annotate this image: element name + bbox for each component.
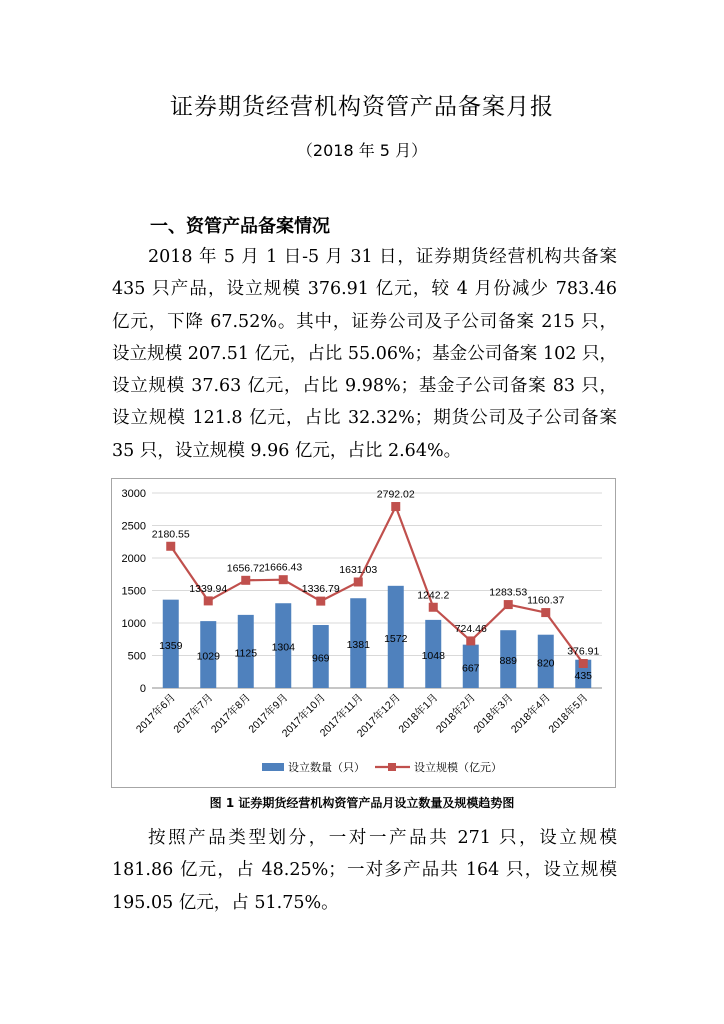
- paragraph-line: 按照产品类型划分，一对一产品共 271 只，设立规模: [148, 828, 617, 848]
- line-marker: [166, 542, 175, 551]
- line-value-label: 1656.72: [226, 562, 265, 575]
- bar-value-label: 889: [499, 655, 518, 668]
- bar-value-label: 1304: [271, 641, 295, 654]
- line-marker: [316, 597, 325, 606]
- line-value-label: 724.46: [454, 622, 487, 635]
- legend-label: 设立数量（只）: [288, 762, 365, 774]
- type-paragraph: [112, 822, 617, 919]
- bar-value-label: 1381: [346, 639, 370, 652]
- line-marker: [241, 576, 250, 585]
- line-value-label: 1339.94: [189, 582, 228, 595]
- line-marker: [466, 636, 475, 645]
- x-tick-label: 2018年5月: [546, 691, 591, 736]
- bar-value-label: 1048: [421, 649, 445, 662]
- paragraph-line: 35 只，设立规模 9.96 亿元，占比 2.64%。: [112, 440, 462, 461]
- line-marker: [541, 608, 550, 617]
- section-heading: 一、资管产品备案情况: [150, 216, 330, 237]
- y-tick-label: 3000: [121, 488, 146, 500]
- paragraph-line: 435 只产品，设立规模 376.91 亿元，较 4 月份减少 783.46: [112, 279, 617, 300]
- chart-canvas: [112, 479, 615, 787]
- line-marker: [504, 600, 513, 609]
- x-tick-label: 2018年2月: [433, 691, 478, 736]
- line-value-label: 2792.02: [376, 488, 415, 501]
- paragraph-line: 亿元，下降 67.52%。其中，证券公司及子公司备案 215 只，: [112, 311, 617, 332]
- y-tick-label: 500: [127, 650, 146, 663]
- y-tick-label: 2500: [121, 520, 146, 533]
- y-tick-label: 1000: [121, 618, 146, 630]
- bar-value-label: 820: [536, 657, 555, 670]
- page-title: 证券期货经营机构资管产品备案月报: [170, 94, 554, 120]
- line-marker: [204, 596, 213, 605]
- line-value-label: 376.91: [567, 645, 600, 658]
- summary-paragraph: [112, 241, 617, 467]
- line-value-label: 1160.37: [527, 594, 565, 607]
- bar-value-label: 969: [311, 652, 330, 665]
- line-marker: [279, 575, 288, 584]
- y-tick-label: 1500: [121, 585, 146, 598]
- x-tick-label: 2018年1月: [396, 691, 441, 736]
- y-tick-label: 2000: [121, 553, 146, 565]
- line-value-label: 2180.55: [151, 528, 190, 541]
- line-marker: [354, 577, 363, 586]
- x-tick-label: 2017年8月: [208, 691, 253, 736]
- x-tick-label: 2017年6月: [133, 691, 178, 736]
- paragraph-line: 设立规模 37.63 亿元，占比 9.98%；基金子公司备案 83 只，: [112, 376, 617, 397]
- x-tick-label: 2018年3月: [471, 691, 516, 736]
- bar-value-label: 1125: [234, 647, 258, 660]
- bar-value-label: 1572: [384, 632, 408, 645]
- paragraph-line: 2018 年 5 月 1 日-5 月 31 日，证券期货经营机构共备案: [148, 247, 617, 267]
- bar-value-label: 1029: [196, 650, 220, 663]
- bar-value-label: 667: [461, 662, 480, 675]
- x-tick-label: 2017年9月: [246, 691, 291, 736]
- bar-value-label: 1359: [159, 639, 183, 652]
- x-tick-label: 2018年4月: [508, 691, 553, 736]
- paragraph-line: 设立规模 121.8 亿元，占比 32.32%；期货公司及子公司备案: [112, 408, 617, 429]
- legend-swatch-bars: [262, 763, 284, 771]
- page-subtitle: （2018 年 5 月）: [296, 141, 428, 160]
- x-tick-label: 2017年11月: [317, 691, 366, 740]
- line-marker: [579, 659, 588, 668]
- paragraph-line: 设立规模 207.51 亿元，占比 55.06%；基金公司备案 102 只，: [112, 343, 617, 364]
- paragraph-line: 195.05 亿元，占 51.75%。: [112, 892, 339, 913]
- y-tick-label: 0: [139, 683, 146, 695]
- line-marker: [391, 502, 400, 511]
- legend-label: 设立规模（亿元）: [414, 762, 502, 774]
- series-line: [171, 507, 584, 664]
- line-value-label: 1283.53: [489, 586, 528, 599]
- figure-caption: 图 1 证券期货经营机构资管产品月设立数量及规模趋势图: [209, 796, 515, 810]
- bar-value-label: 435: [574, 669, 593, 682]
- line-value-label: 1336.79: [301, 583, 340, 596]
- paragraph-line: 181.86 亿元，占 48.25%；一对多产品共 164 只，设立规模: [112, 860, 617, 881]
- line-value-label: 1666.43: [264, 561, 303, 574]
- line-value-label: 1242.2: [417, 589, 450, 602]
- x-tick-label: 2017年12月: [354, 691, 403, 740]
- x-tick-label: 2017年10月: [279, 691, 328, 740]
- line-marker: [429, 603, 438, 612]
- line-value-label: 1631.03: [339, 563, 378, 576]
- trend-chart: [111, 478, 616, 788]
- x-tick-label: 2017年7月: [171, 691, 216, 736]
- legend-swatch-marker: [388, 763, 396, 771]
